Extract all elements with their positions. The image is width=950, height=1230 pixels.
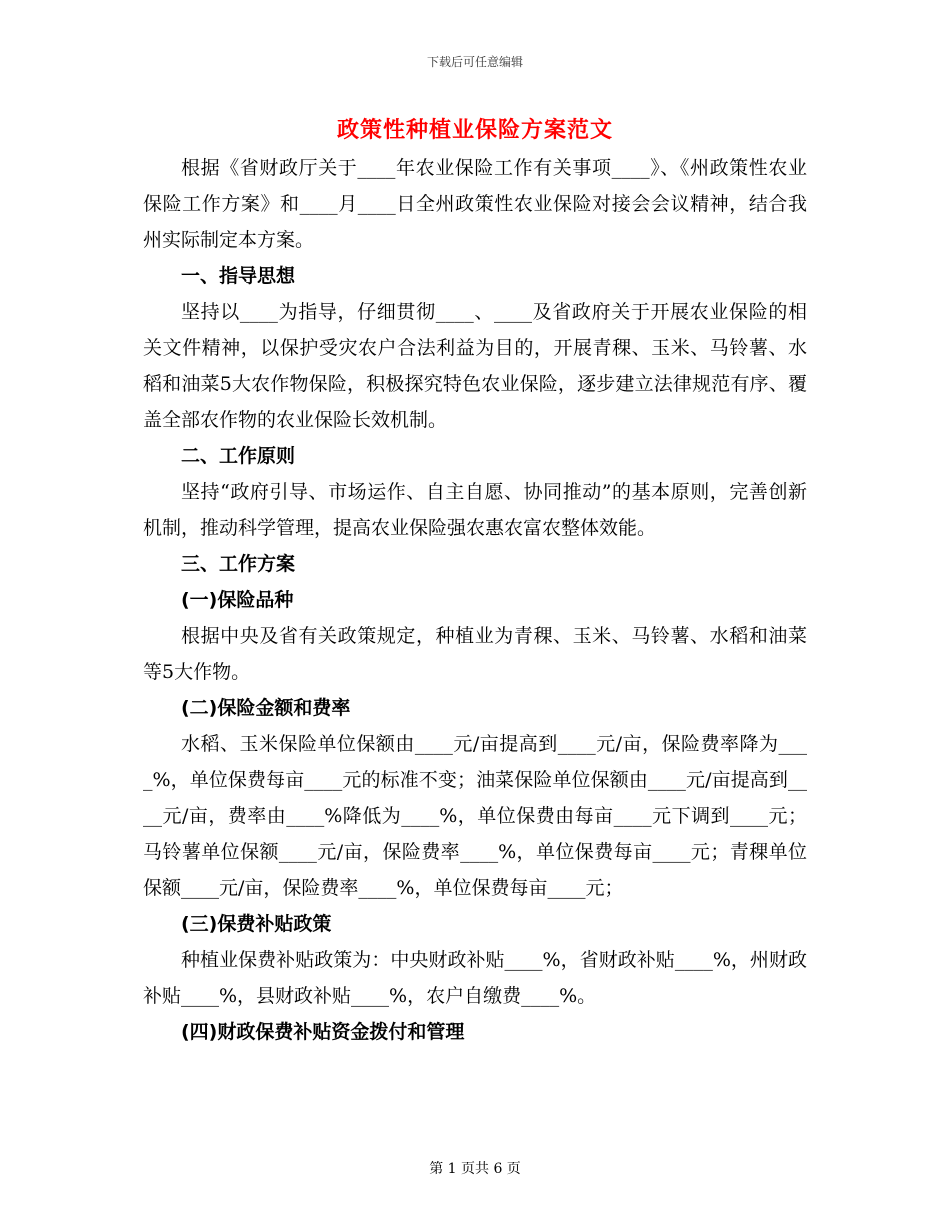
insurance-types-paragraph: 根据中央及省有关政策规定，种植业为青稞、玉米、马铃薯、水稻和油菜等5大作物。	[143, 625, 807, 683]
guiding-ideology-paragraph: 坚持以____为指导，仔细贯彻____、____及省政府关于开展农业保险的相关文件精神，以保护受灾农户合法利益为目的，开展青稞、玉米、马铃薯、水稻和油菜5大农作物保险，积极探究特色农业保险，逐步建立法律规范有序、覆盖全部农作物的农业保险长效机制。	[143, 301, 807, 431]
document-body	[143, 150, 807, 1050]
document-title: 政策性种植业保险方案范文	[336, 117, 613, 143]
section-heading-guiding-ideology: 一、指导思想	[181, 265, 296, 287]
subsection-heading-subsidy-policy: (三)保费补贴政策	[181, 913, 332, 935]
intro-paragraph: 根据《省财政厅关于____年农业保险工作有关事项____》、《州政策性农业保险工作方案》和____月____日全州政策性农业保险对接会会议精神，结合我州实际制定本方案。	[143, 157, 807, 251]
page-number-footer: 第 1 页共 6 页	[429, 1161, 521, 1177]
subsidy-policy-paragraph: 种植业保费补贴政策为：中央财政补贴____%，省财政补贴____%，州财政补贴____%，县财政补贴____%，农户自缴费____%。	[143, 949, 807, 1007]
amount-and-rate-paragraph: 水稻、玉米保险单位保额由____元/亩提高到____元/亩，保险费率降为____%，单位保费每亩____元的标准不变；油菜保险单位保额由____元/亩提高到____元/亩，费率由____%降低为____%，单位保费由每亩____元下调到____元；马铃薯单位保额____元/亩，保险费率____%，单位保费每亩____元；青稞单位保额____元/亩，保险费率____%，单位保费每亩____元；	[143, 733, 807, 899]
header-note: 下载后可任意编辑	[426, 55, 523, 69]
section-heading-work-plan: 三、工作方案	[181, 553, 296, 575]
subsection-heading-insurance-types: (一)保险品种	[181, 589, 294, 611]
section-heading-work-principles: 二、工作原则	[181, 445, 296, 467]
subsection-heading-fund-allocation: (四)财政保费补贴资金拨付和管理	[181, 1021, 465, 1043]
work-principles-paragraph: 坚持“政府引导、市场运作、自主自愿、协同推动”的基本原则，完善创新机制，推动科学管理，提高农业保险强农惠农富农整体效能。	[143, 481, 807, 539]
subsection-heading-amount-and-rate: (二)保险金额和费率	[181, 697, 351, 719]
